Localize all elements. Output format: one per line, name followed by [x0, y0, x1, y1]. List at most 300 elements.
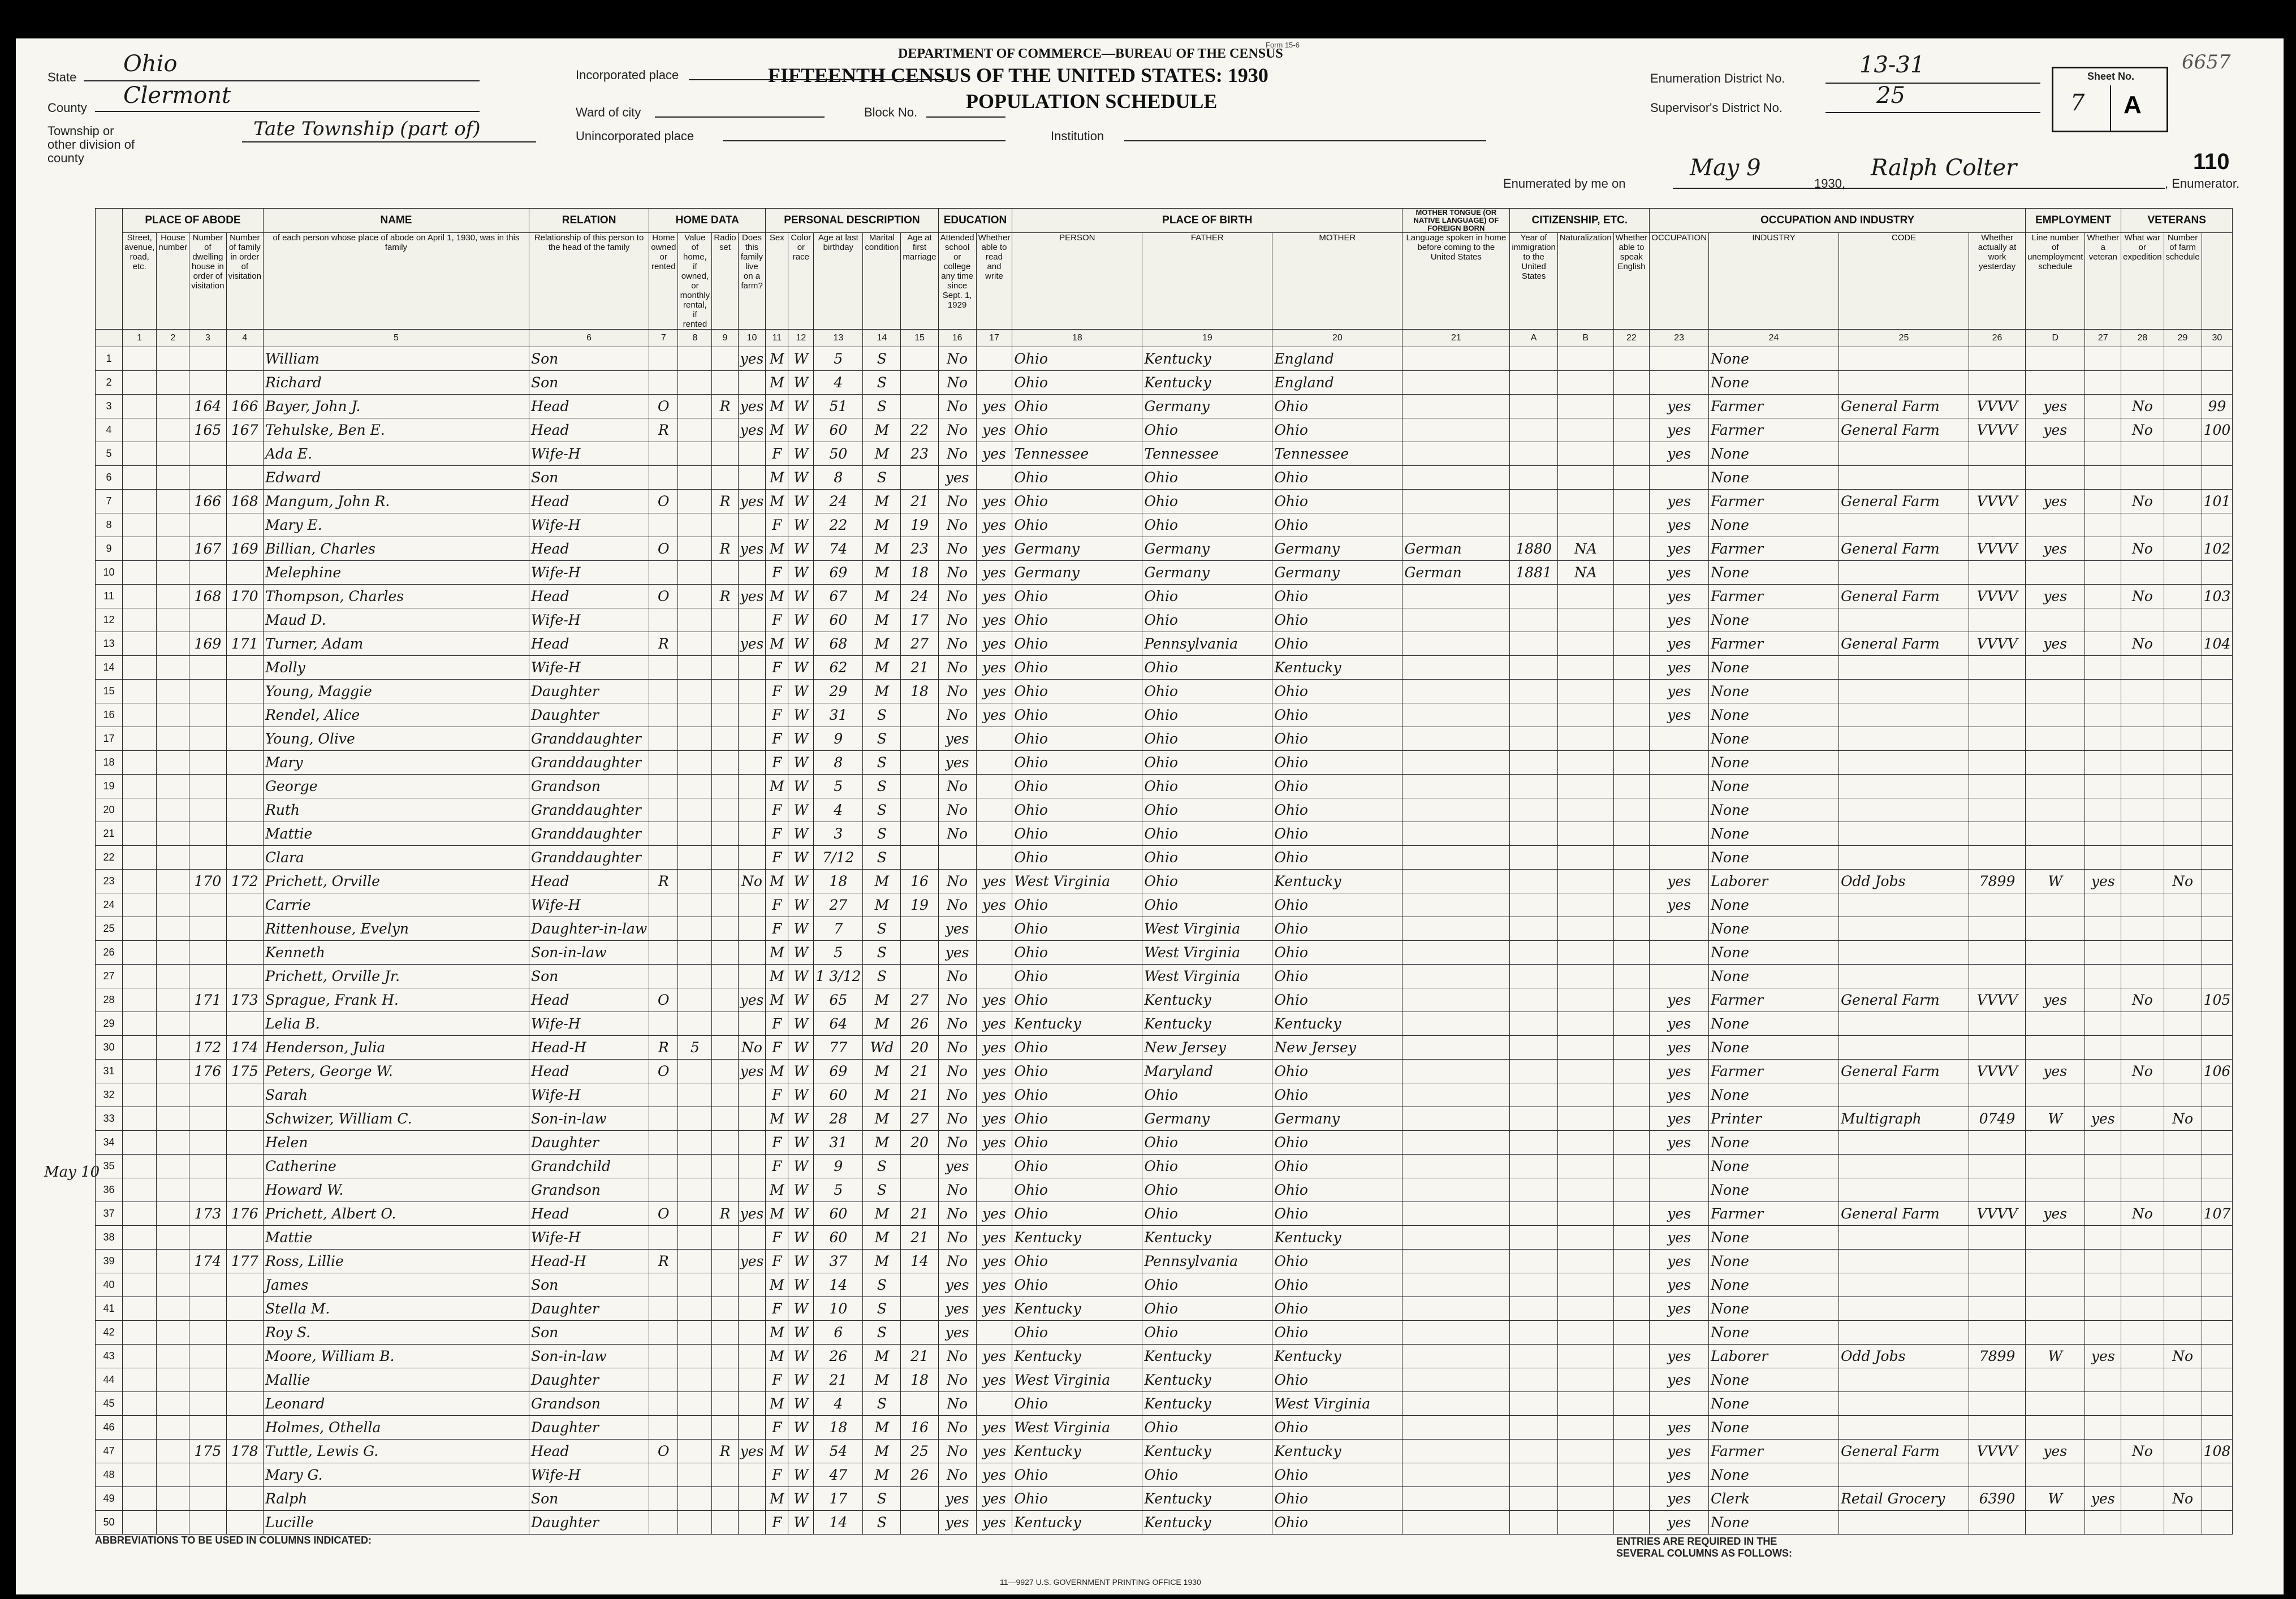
cell: Ohio [1272, 1250, 1402, 1273]
cell [2026, 727, 2085, 751]
cell: W [788, 1416, 814, 1440]
column-header-21: Language spoken in home before coming to the United States [1402, 233, 1510, 330]
cell: 5 [814, 347, 863, 371]
cell [938, 846, 976, 870]
cell: Sprague, Frank H. [263, 988, 529, 1012]
cell: Wife-H [529, 893, 649, 917]
cell [678, 1416, 712, 1440]
cell [157, 1297, 189, 1321]
cell: No [938, 1345, 976, 1368]
cell: yes [976, 1131, 1012, 1155]
cell [738, 1273, 766, 1297]
cell [189, 822, 226, 846]
cell [738, 1297, 766, 1321]
cell [1510, 703, 1558, 727]
cell [2085, 1226, 2121, 1250]
cell [2085, 917, 2121, 941]
cell [1839, 1273, 1969, 1297]
cell: W [788, 870, 814, 893]
cell [1613, 941, 1650, 965]
cell [189, 561, 226, 585]
cell [2202, 608, 2233, 632]
cell: 102 [2202, 537, 2233, 561]
cell [738, 371, 766, 395]
column-header-31: What war or expedition [2121, 233, 2164, 330]
cell [1510, 1012, 1558, 1036]
cell: Ohio [1142, 490, 1272, 513]
cell [157, 870, 189, 893]
cell: West Virginia [1272, 1392, 1402, 1416]
cell: W [2026, 1345, 2085, 1368]
cell: No [738, 1036, 766, 1060]
cell [226, 798, 263, 822]
population-schedule-table [95, 208, 2233, 1535]
cell [1402, 775, 1510, 798]
cell: No [2121, 1202, 2164, 1226]
cell: No [938, 418, 976, 442]
cell [649, 1297, 678, 1321]
cell: 99 [2202, 395, 2233, 418]
col-number-cell: 21 [1402, 330, 1510, 347]
cell [2085, 1416, 2121, 1440]
cell: 69 [814, 1060, 863, 1083]
cell: W [788, 1226, 814, 1250]
cell [649, 846, 678, 870]
cell: Kentucky [1012, 1511, 1142, 1535]
cell: M [863, 680, 901, 703]
cell [1557, 1368, 1613, 1392]
cell [678, 1273, 712, 1297]
cell: yes [976, 1440, 1012, 1463]
cell: Son [529, 1273, 649, 1297]
cell [1510, 1202, 1558, 1226]
cell: Ohio [1142, 703, 1272, 727]
col-number-cell: 23 [1650, 330, 1709, 347]
cell [1402, 371, 1510, 395]
cell: M [863, 1202, 901, 1226]
line-number: 26 [96, 941, 123, 965]
cell: None [1709, 846, 1839, 870]
cell [189, 1368, 226, 1392]
cell: Ohio [1012, 371, 1142, 395]
cell: yes [976, 395, 1012, 418]
cell: Son [529, 347, 649, 371]
cell [738, 775, 766, 798]
cell: Ohio [1142, 608, 1272, 632]
cell [649, 1392, 678, 1416]
cell: 22 [814, 513, 863, 537]
cell: Peters, George W. [263, 1060, 529, 1083]
cell [189, 941, 226, 965]
cell [1613, 632, 1650, 656]
cell: 177 [226, 1250, 263, 1273]
column-header-20: MOTHER [1272, 233, 1402, 330]
line-number: 4 [96, 418, 123, 442]
cell: Howard W. [263, 1178, 529, 1202]
cell: F [766, 608, 788, 632]
cell: None [1709, 1250, 1839, 1273]
cell [123, 1345, 157, 1368]
cell: 51 [814, 395, 863, 418]
cell [738, 893, 766, 917]
cell [226, 442, 263, 466]
cell: Daughter [529, 1297, 649, 1321]
cell [1613, 347, 1650, 371]
cell: Head [529, 585, 649, 608]
person-row [96, 585, 2233, 608]
cell [189, 703, 226, 727]
cell: yes [938, 917, 976, 941]
cell: yes [1650, 703, 1709, 727]
cell: Daughter-in-law [529, 917, 649, 941]
cell: Ohio [1142, 1155, 1272, 1178]
cell: W [788, 1368, 814, 1392]
cell [1839, 1250, 1969, 1273]
county-label: County [48, 101, 87, 115]
cell [738, 442, 766, 466]
cell [901, 727, 938, 751]
cell: Granddaughter [529, 727, 649, 751]
cell: Grandchild [529, 1155, 649, 1178]
cell: Ohio [1142, 1178, 1272, 1202]
cell: None [1709, 893, 1839, 917]
cell [2121, 1487, 2164, 1511]
cell: 14 [901, 1250, 938, 1273]
cell [649, 703, 678, 727]
cell [1557, 1036, 1613, 1060]
cell [738, 1416, 766, 1440]
cell: yes [2026, 585, 2085, 608]
cell: None [1709, 608, 1839, 632]
cell: Germany [1012, 561, 1142, 585]
cell: VVVV [1969, 537, 2026, 561]
cell [2085, 347, 2121, 371]
cell: R [649, 418, 678, 442]
cell: yes [1650, 988, 1709, 1012]
col-number-cell: 9 [712, 330, 738, 347]
cell [2164, 775, 2202, 798]
cell: F [766, 893, 788, 917]
cell: Kentucky [1142, 1368, 1272, 1392]
cell: 27 [814, 893, 863, 917]
cell [2121, 751, 2164, 775]
cell [712, 941, 738, 965]
cell: Head [529, 988, 649, 1012]
cell: Ohio [1012, 347, 1142, 371]
cell: S [863, 775, 901, 798]
cell: W [788, 775, 814, 798]
cell: 67 [814, 585, 863, 608]
cell [226, 1487, 263, 1511]
cell: S [863, 822, 901, 846]
cell [901, 965, 938, 988]
cell [678, 1297, 712, 1321]
cell: M [766, 418, 788, 442]
cell: 37 [814, 1250, 863, 1273]
cell [712, 466, 738, 490]
cell [1510, 632, 1558, 656]
cell [2085, 585, 2121, 608]
cell: VVVV [1969, 585, 2026, 608]
cell [712, 798, 738, 822]
cell [1557, 1463, 1613, 1487]
person-row [96, 846, 2233, 870]
cell [678, 988, 712, 1012]
cell: M [766, 1392, 788, 1416]
line-number: 47 [96, 1440, 123, 1463]
cell: S [863, 941, 901, 965]
cell: yes [1650, 1107, 1709, 1131]
cell: M [766, 1487, 788, 1511]
cell: S [863, 1273, 901, 1297]
cell: 1881 [1510, 561, 1558, 585]
cell: No [2121, 537, 2164, 561]
cell: 64 [814, 1012, 863, 1036]
cell: S [863, 1297, 901, 1321]
cell [1402, 1440, 1510, 1463]
cell [649, 680, 678, 703]
cell: S [863, 751, 901, 775]
cell [1613, 751, 1650, 775]
cell [1402, 1416, 1510, 1440]
cell [1557, 608, 1613, 632]
cell: yes [2026, 1060, 2085, 1083]
person-row [96, 1416, 2233, 1440]
cell [1510, 822, 1558, 846]
cell: 166 [226, 395, 263, 418]
cell [1402, 513, 1510, 537]
cell: No [2121, 395, 2164, 418]
cell: S [863, 798, 901, 822]
cell: F [766, 1131, 788, 1155]
cell: 21 [901, 1226, 938, 1250]
township-label: Township or other division of county [48, 124, 135, 165]
col-number-cell: 20 [1272, 330, 1402, 347]
cell [157, 1060, 189, 1083]
cell [678, 727, 712, 751]
block-label: Block No. [864, 105, 918, 119]
cell: yes [1650, 1202, 1709, 1226]
cell: Ohio [1272, 798, 1402, 822]
cell [1557, 775, 1613, 798]
cell [1839, 1297, 1969, 1321]
cell: F [766, 1250, 788, 1273]
cell: F [766, 1368, 788, 1392]
cell [901, 1178, 938, 1202]
cell: NA [1557, 561, 1613, 585]
cell: VVVV [1969, 1440, 2026, 1463]
cell [2202, 1487, 2233, 1511]
cell [738, 917, 766, 941]
cell: F [766, 751, 788, 775]
cell: Kenneth [263, 941, 529, 965]
cell: Granddaughter [529, 751, 649, 775]
cell: M [766, 347, 788, 371]
cell [1402, 1250, 1510, 1273]
cell: None [1709, 1297, 1839, 1321]
enumerator-label: , Enumerator. [2165, 176, 2240, 191]
cell [1839, 466, 1969, 490]
cell [2085, 893, 2121, 917]
cell [157, 917, 189, 941]
cell [189, 751, 226, 775]
col-number-cell: 27 [2085, 330, 2121, 347]
cell [2121, 466, 2164, 490]
cell [2026, 680, 2085, 703]
cell [2085, 1250, 2121, 1273]
cell [226, 1345, 263, 1368]
cell: O [649, 1060, 678, 1083]
cell [189, 1131, 226, 1155]
cell [189, 917, 226, 941]
cell [1510, 418, 1558, 442]
cell: W [788, 1440, 814, 1463]
cell: Ross, Lillie [263, 1250, 529, 1273]
cell: Ohio [1012, 775, 1142, 798]
cell [1650, 965, 1709, 988]
cell [1557, 1226, 1613, 1250]
col-number-cell: A [1510, 330, 1558, 347]
cell [2202, 513, 2233, 537]
enumerated-label: Enumerated by me on [1503, 176, 1626, 191]
cell: 176 [189, 1060, 226, 1083]
person-row [96, 1131, 2233, 1155]
cell: W [788, 822, 814, 846]
col-number-cell: 26 [1969, 330, 2026, 347]
cell [1510, 371, 1558, 395]
cell: W [788, 703, 814, 727]
cell: 27 [901, 632, 938, 656]
cell: Ohio [1142, 680, 1272, 703]
cell [1557, 893, 1613, 917]
cell [1402, 608, 1510, 632]
column-header-25: OCCUPATION [1650, 233, 1709, 330]
cell: Kentucky [1142, 371, 1272, 395]
cell [1969, 775, 2026, 798]
cell [157, 418, 189, 442]
cell [1969, 1416, 2026, 1440]
cell [2164, 941, 2202, 965]
cell: Germany [1142, 395, 1272, 418]
cell: Mary G. [263, 1463, 529, 1487]
sheet-label: Sheet No. [2087, 71, 2135, 82]
cell: Ohio [1272, 1202, 1402, 1226]
cell [123, 1107, 157, 1131]
cell: Ohio [1272, 1178, 1402, 1202]
cell: yes [1650, 537, 1709, 561]
corner-stamp: 6657 [2182, 51, 2231, 74]
cell: yes [976, 632, 1012, 656]
cell: yes [938, 466, 976, 490]
cell [2121, 1416, 2164, 1440]
cell: yes [976, 1226, 1012, 1250]
cell [649, 751, 678, 775]
cell [901, 1321, 938, 1345]
cell: Odd Jobs [1839, 1345, 1969, 1368]
cell [1510, 1226, 1558, 1250]
cell: W [788, 1297, 814, 1321]
cell [2121, 798, 2164, 822]
column-header-23: Naturalization [1557, 233, 1613, 330]
cell [2164, 466, 2202, 490]
cell: yes [1650, 1345, 1709, 1368]
cell: Ohio [1142, 846, 1272, 870]
cell [2164, 537, 2202, 561]
cell [123, 1060, 157, 1083]
cell [123, 1036, 157, 1060]
page-stamp: 110 [2193, 149, 2230, 174]
column-header-16: Attended school or college any time since Sept. 1, 1929 [938, 233, 976, 330]
cell [2085, 1202, 2121, 1226]
cell [649, 1463, 678, 1487]
cell [2085, 561, 2121, 585]
cell [712, 988, 738, 1012]
cell [1510, 1416, 1558, 1440]
cell [712, 442, 738, 466]
cell [2121, 371, 2164, 395]
cell [1613, 846, 1650, 870]
cell: None [1709, 442, 1839, 466]
cell [2164, 1226, 2202, 1250]
cell: 6390 [1969, 1487, 2026, 1511]
cell: Leonard [263, 1392, 529, 1416]
cell [1402, 1012, 1510, 1036]
line-number: 6 [96, 466, 123, 490]
cell: 19 [901, 513, 938, 537]
cell: General Farm [1839, 537, 1969, 561]
cell: 47 [814, 1463, 863, 1487]
cell [1510, 1463, 1558, 1487]
column-header-18: PERSON [1012, 233, 1142, 330]
column-header-11: Sex [766, 233, 788, 330]
cell [2164, 680, 2202, 703]
line-number: 17 [96, 727, 123, 751]
cell: Ohio [1272, 775, 1402, 798]
cell [2164, 727, 2202, 751]
cell [738, 1345, 766, 1368]
cell [123, 680, 157, 703]
cell [123, 1463, 157, 1487]
cell: 4 [814, 1392, 863, 1416]
cell [649, 1155, 678, 1178]
cell [712, 1083, 738, 1107]
cell: Prichett, Orville Jr. [263, 965, 529, 988]
cell [678, 680, 712, 703]
cell [712, 632, 738, 656]
cell [1839, 347, 1969, 371]
cell: M [766, 941, 788, 965]
cell [1613, 965, 1650, 988]
cell: O [649, 395, 678, 418]
cell [2085, 727, 2121, 751]
cell: Prichett, Orville [263, 870, 529, 893]
cell: Daughter [529, 1511, 649, 1535]
cell [1839, 442, 1969, 466]
cell: yes [938, 727, 976, 751]
cell: W [788, 1060, 814, 1083]
cell [123, 418, 157, 442]
cell [2202, 1321, 2233, 1345]
cell: Ohio [1142, 1463, 1272, 1487]
line-number: 14 [96, 656, 123, 680]
cell [2202, 656, 2233, 680]
cell: Germany [1272, 561, 1402, 585]
cell [157, 751, 189, 775]
cell [649, 727, 678, 751]
col-number-cell: 11 [766, 330, 788, 347]
cell: Son [529, 1487, 649, 1511]
cell [1613, 798, 1650, 822]
